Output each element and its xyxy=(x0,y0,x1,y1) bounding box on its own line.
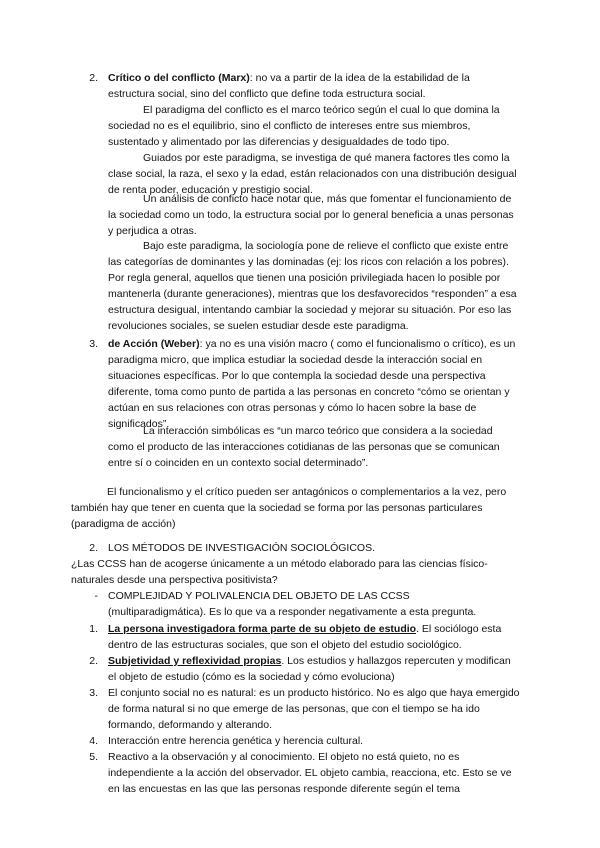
list-item-bold: Subjetividad y reflexividad propias xyxy=(108,655,282,667)
paradigm-action-intro-text: : ya no es una visión macro ( como el funcionalismo o crítico), es un paradigma micro, que implica estudiar la sociedad desde la interacción social en situaciones específicas. Por lo que contempla la sociedad desde una perspectiva diferente, toma como punto de partida a las personas en concreto “cómo se orientan y actúan en sus relaciones con otras personas y cómo lo hacen sobre la base de significados”. xyxy=(108,338,516,431)
item-number: 5. xyxy=(89,751,98,763)
paragraph xyxy=(108,238,520,335)
methods-question: ¿Las CCSS han de acogerse únicamente a un método elaborado para las ciencias físico-naturales desde una perspectiva positivista? xyxy=(71,558,488,587)
paradigm-action-title: de Acción (Weber) xyxy=(108,338,200,350)
paragraph-text: La interacción simbólicas es “un marco teórico que considera a la sociedad como el producto de las interacciones cotidianas de las personas que se comunican entre sí o coinciden en un contexto social determinado”. xyxy=(108,425,500,470)
item-number: 2. xyxy=(89,542,98,554)
item-number: 2. xyxy=(89,72,98,84)
item-number: 1. xyxy=(89,623,98,635)
paradigm-conflict-intro xyxy=(108,70,516,102)
list-item: Interacción entre herencia genética y herencia cultural. xyxy=(108,735,364,747)
complexity-subheading xyxy=(108,588,520,620)
list-item: El conjunto social no es natural: es un producto histórico. No es algo que haya emergido de forma natural si no que emerge de las personas, que con el tiempo se ha ido formando, deformando y alterando. xyxy=(108,687,520,732)
list-item-text: . Los estudios y hallazgos repercuten y modifican el objeto de estudio (cómo es la sociedad y cómo evoluciona) xyxy=(108,655,511,684)
list-item-text: . El sociólogo esta dentro de las estructuras sociales, que son el objeto del estudio sociológico. xyxy=(108,623,502,652)
item-number: 3. xyxy=(89,338,98,350)
paragraph-text: El paradigma del conflicto es el marco teórico según el cual lo que domina la sociedad no es el equilibrio, sino el conflicto de intereses entre sus miembros, sustentado y alimentado por las diferencias y desigualdades de todo tipo. xyxy=(108,104,500,149)
item-number: 4. xyxy=(89,735,98,747)
methods-heading: LOS MÉTODOS DE INVESTIGACIÓN SOCIOLÓGICOS. xyxy=(108,542,376,554)
paragraph-text: Guiados por este paradigma, se investiga de qué manera factores tles como la clase social, la raza, el sexo y la edad, están relacionados con una distribución desigual de renta poder, educación y prestigio social. xyxy=(108,152,517,197)
summary-paragraph: El funcionalismo y el crítico pueden ser antagónicos o complementarios a la vez, pero también hay que tener en cuenta que la sociedad se forma por las personas particulares (paradigma de acción) xyxy=(71,486,507,531)
item-number: 3. xyxy=(89,687,98,699)
paragraph xyxy=(108,102,520,150)
list-item xyxy=(108,653,520,685)
paragraph-text: Bajo este paradigma, la sociología pone de relieve el conflicto que existe entre las categorías de dominantes y las dominadas (ej: los ricos con relación a los pobres). Por regla general, aquellos que tienen una posición privilegiada hacen lo posible por mantenerla (durante generaciones), mientras que los desfavorecidos “responden” a esa estructura desigual, intentando cambiar la sociedad y mejorar su situación. Por eso las revoluciones sociales, se suelen estudiar desde este paradigma. xyxy=(108,240,517,333)
complexity-heading-text: COMPLEJIDAD Y POLIVALENCIA DEL OBJETO DE LAS CCSS xyxy=(108,590,410,602)
complexity-text: (multiparadigmática). Es lo que va a responder negativamente a esta pregunta. xyxy=(108,606,477,619)
paradigm-conflict-intro-text: : no va a partir de la idea de la estabilidad de la estructura social, sino del conflicto que define toda estructura social. xyxy=(108,72,470,101)
list-item-bold: La persona investigadora forma parte de su objeto de estudio xyxy=(108,623,417,635)
paradigm-conflict-title: Crítico o del conflicto (Marx) xyxy=(108,72,250,84)
paragraph xyxy=(108,191,520,239)
list-item xyxy=(108,621,520,653)
paradigm-action-intro xyxy=(108,336,520,433)
list-item: Reactivo a la observación y al conocimiento. El objeto no está quieto, no es independiente a la acción del observador. EL objeto cambia, reacciona, etc. Esto se ve en las encuestas en las que las personas responde diferente según el tema xyxy=(108,751,512,796)
paragraph-text: Un análisis de conficto hace notar que, más que fomentar el funcionamiento de la sociedad como un todo, la estructura social por lo general beneficia a unas personas y perjudica a otras. xyxy=(108,193,514,238)
item-number: 2. xyxy=(89,655,98,667)
dash-bullet: - xyxy=(94,590,98,602)
paragraph xyxy=(108,423,520,471)
